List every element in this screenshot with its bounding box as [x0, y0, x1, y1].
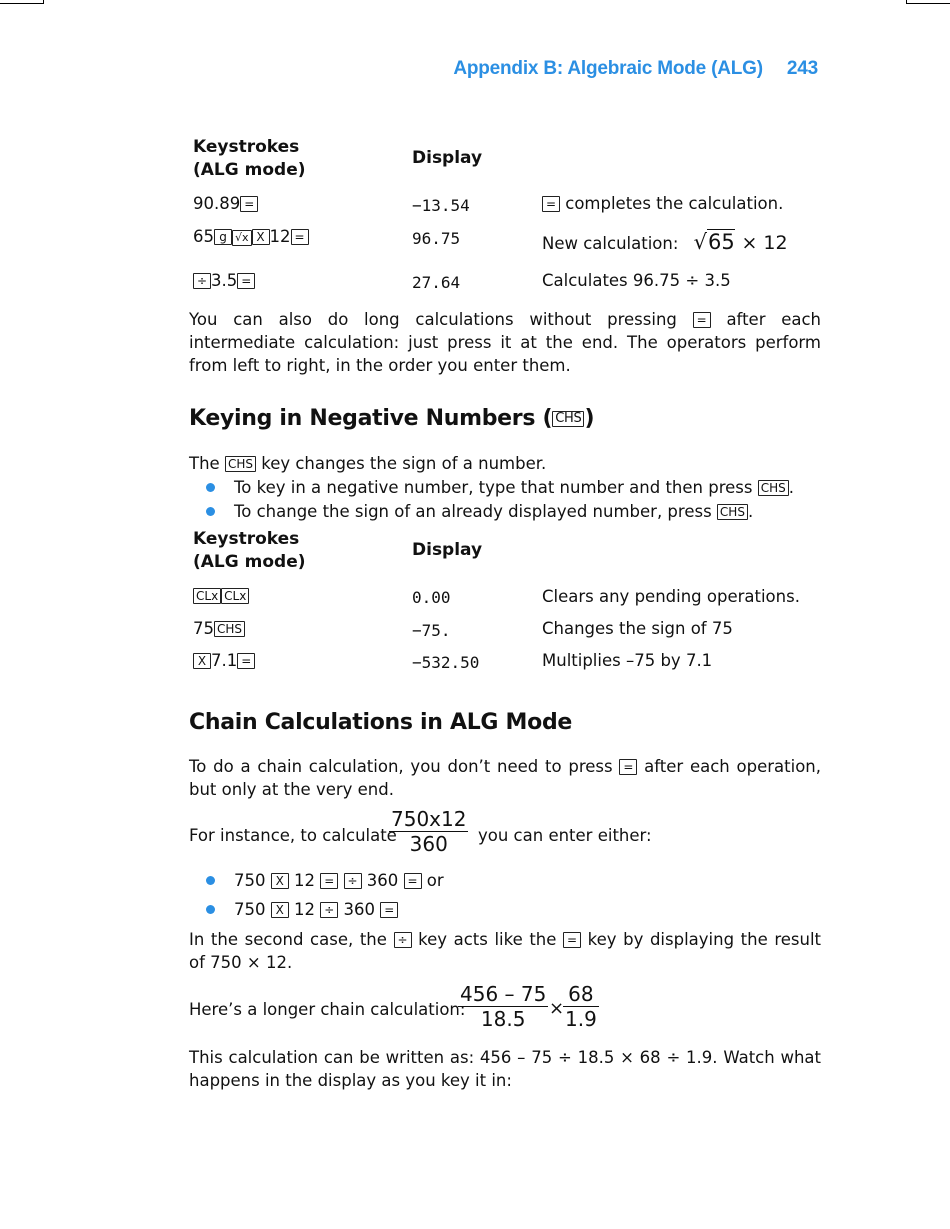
times-key: X — [193, 653, 211, 669]
keys-text: 7.1 — [211, 651, 238, 670]
keystrokes-header-line1: Keystrokes — [193, 529, 300, 549]
table1-row1-keys — [193, 194, 258, 213]
page-header — [453, 58, 818, 80]
fraction-denominator: 360 — [409, 832, 448, 856]
fraction-denominator: 1.9 — [565, 1007, 597, 1031]
bullet-text: To key in a negative number, type that number and then press — [234, 478, 753, 497]
para-text: after each operation, but only at the very end. — [189, 757, 822, 799]
heading-close: ) — [584, 406, 595, 431]
or-text: or — [426, 871, 444, 890]
equals-key: = — [563, 932, 581, 948]
keys-text: 65 — [193, 227, 214, 246]
sqrt-key: √x — [232, 230, 252, 246]
table2-row2-display: −75. — [412, 621, 451, 640]
bullet-dot — [206, 876, 215, 885]
chain-paragraph — [189, 755, 821, 801]
equals-key: = — [380, 902, 398, 918]
crop-mark-left — [0, 0, 44, 4]
fraction-456-75-over-18-5 — [458, 982, 548, 1031]
neg-bullet-1 — [234, 476, 794, 499]
bullet-dot — [206, 905, 215, 914]
table2-keystrokes-header — [193, 528, 306, 574]
fraction-numerator: 68 — [563, 982, 599, 1007]
table1-row1-desc — [542, 194, 783, 213]
table2-row1-desc: Clears any pending operations. — [542, 587, 800, 606]
divide-key: ÷ — [320, 902, 338, 918]
fraction-750x12-over-360 — [389, 807, 468, 856]
bullet-dot — [206, 483, 215, 492]
table2-row3-display: −532.50 — [412, 653, 480, 672]
times-key: X — [252, 229, 270, 245]
clx-key: CLx — [193, 588, 221, 604]
table1-row3-display: 27.64 — [412, 273, 461, 292]
table2-row3-keys — [193, 651, 255, 670]
para-text: key acts like the — [418, 930, 557, 949]
neg-bullet-2 — [234, 500, 753, 523]
keys-text: 3.5 — [211, 271, 238, 290]
table2-display-header: Display — [412, 540, 483, 560]
para-text: To do a chain calculation, you don’t need to press — [189, 757, 613, 776]
table1-row3-desc: Calculates 96.75 ÷ 3.5 — [542, 271, 731, 290]
radicand: 65 — [708, 230, 735, 254]
num: 12 — [294, 871, 315, 890]
para-text: key by displaying the result of 750 × 12. — [189, 930, 822, 972]
equals-key: = — [237, 273, 255, 289]
table1-row2-keys — [193, 227, 309, 246]
keystrokes-header-line2: (ALG mode) — [193, 552, 306, 572]
section-heading-chain-calculations: Chain Calculations in ALG Mode — [189, 710, 573, 735]
table1-display-header: Display — [412, 148, 483, 168]
equals-key: = — [693, 312, 711, 328]
page-number: 243 — [786, 58, 818, 79]
divide-key: ÷ — [394, 932, 412, 948]
num: 12 — [294, 900, 315, 919]
g-key: g — [214, 229, 232, 245]
table2-row2-desc: Changes the sign of 75 — [542, 619, 733, 638]
keys-text: 90.89 — [193, 194, 241, 213]
equals-key: = — [237, 653, 255, 669]
table2-row1-keys — [193, 586, 249, 605]
crop-mark-right — [906, 0, 950, 4]
equals-key: = — [320, 873, 338, 889]
header-title: Appendix B: Algebraic Mode (ALG) — [453, 58, 763, 79]
table1-keystrokes-header — [193, 136, 306, 182]
table2-row1-display: 0.00 — [412, 588, 451, 607]
expr-rest: × 12 — [741, 232, 788, 254]
fraction-numerator: 456 – 75 — [460, 982, 547, 1006]
bullet-text: To change the sign of an already displayed number, press — [234, 502, 712, 521]
table2-row2-keys — [193, 619, 245, 638]
chs-key: CHS — [225, 456, 256, 472]
chs-intro — [189, 452, 546, 475]
table1-row2-desc — [542, 230, 788, 254]
para-text: You can also do long calculations without pressing — [189, 310, 677, 329]
equals-key: = — [542, 196, 560, 212]
equals-key: = — [240, 196, 258, 212]
para-text: after each intermediate calculation: just press it at the end. The operators perform from left to right, in the order you enter them. — [189, 310, 822, 375]
desc-text: New calculation: — [542, 234, 679, 253]
equals-key: = — [619, 759, 637, 775]
num: 750 — [234, 900, 266, 919]
equals-key: = — [291, 229, 309, 245]
keys-text: 12 — [269, 227, 291, 246]
times-key: X — [271, 873, 289, 889]
chain-bullet-1 — [234, 869, 444, 892]
para-text: In the second case, the — [189, 930, 387, 949]
table1-row3-keys — [193, 271, 255, 290]
final-paragraph: This calculation can be written as: 456 – 75 ÷ 18.5 × 68 ÷ 1.9. Watch what happens in the display as you key it in: — [189, 1048, 821, 1090]
times-sign: × — [549, 998, 565, 1019]
fraction-denominator: 18.5 — [480, 1007, 526, 1031]
num: 360 — [343, 900, 375, 919]
keystrokes-header-line2: (ALG mode) — [193, 160, 306, 180]
times-key: X — [271, 902, 289, 918]
num: 750 — [234, 871, 266, 890]
keystrokes-header-line1: Keystrokes — [193, 137, 300, 157]
fraction-68-over-1-9 — [563, 982, 599, 1031]
instance-after: you can enter either: — [478, 826, 652, 845]
long-calc-paragraph — [189, 308, 821, 377]
table1-row2-display: 96.75 — [412, 229, 461, 248]
bullet-dot — [206, 507, 215, 516]
instance-label: For instance, to calculate — [189, 826, 397, 845]
heading-text: Keying in Negative Numbers ( — [189, 406, 553, 431]
desc-text: completes the calculation. — [565, 194, 784, 213]
period: . — [747, 502, 754, 521]
clx-key: CLx — [221, 588, 249, 604]
sqrt-expression: √65 × 12 — [693, 230, 788, 254]
section-heading-negative-numbers — [189, 406, 594, 431]
keys-text: 75 — [193, 619, 214, 638]
chs-key: CHS — [552, 411, 584, 427]
table2-row3-desc: Multiplies –75 by 7.1 — [542, 651, 713, 670]
table1-row1-display: −13.54 — [412, 196, 470, 215]
period: . — [788, 478, 795, 497]
intro-text: The — [189, 454, 220, 473]
chs-key: CHS — [717, 504, 748, 520]
chs-key: CHS — [758, 480, 789, 496]
divide-key: ÷ — [193, 273, 211, 289]
chain-bullet-2 — [234, 898, 398, 921]
chs-key: CHS — [214, 621, 245, 637]
fraction-numerator: 750x12 — [391, 807, 467, 831]
second-case-paragraph — [189, 928, 821, 974]
longer-chain-label: Here’s a longer chain calculation: — [189, 1000, 466, 1019]
divide-key: ÷ — [344, 873, 362, 889]
equals-key: = — [404, 873, 422, 889]
num: 360 — [366, 871, 399, 890]
intro-text: key changes the sign of a number. — [261, 454, 547, 473]
